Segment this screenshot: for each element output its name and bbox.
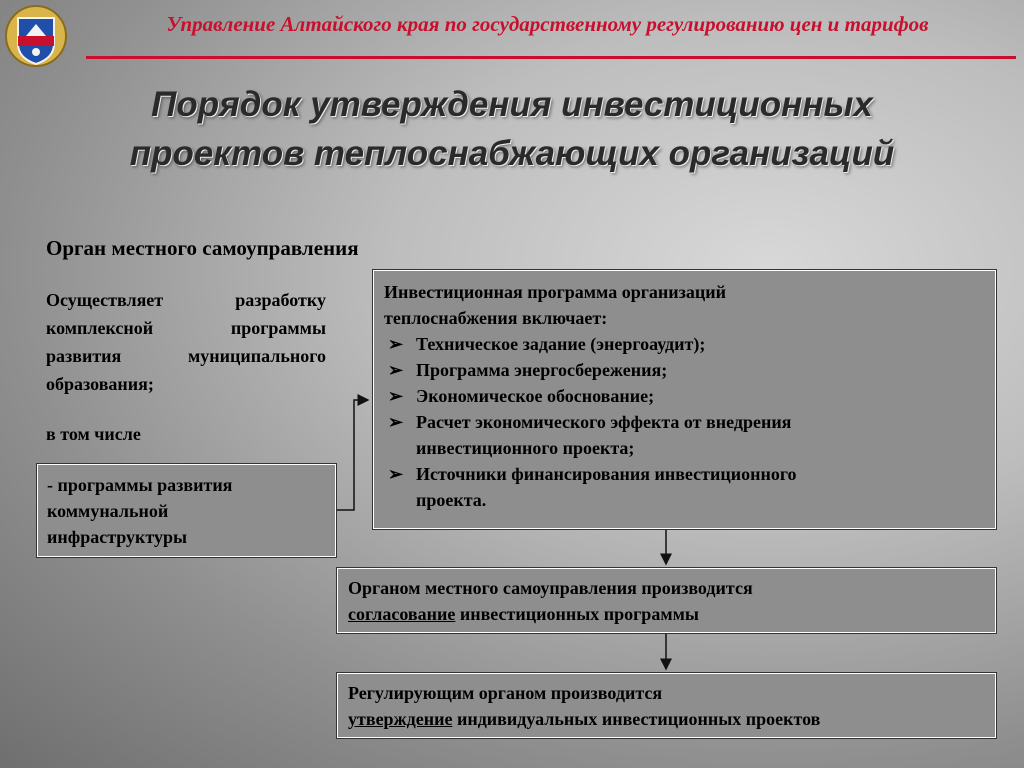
investment-program-box — [373, 270, 996, 529]
final-rest: индивидуальных инвестиционных проектов — [452, 709, 821, 729]
header-divider — [86, 56, 1016, 59]
list-item: ➢ Экономическое обоснование; — [384, 383, 985, 409]
including-label: в том числе — [46, 424, 141, 444]
list-item: ➢ Расчет экономического эффекта от внедрения инвестиционного проекта; — [384, 409, 985, 461]
local-government-description: Осуществляет разработку комплексной программы развития муниципального образования; — [46, 290, 326, 394]
final-keyword: утверждение — [348, 709, 453, 729]
arrow-bullet-icon: ➢ — [388, 412, 404, 432]
approval-rest: инвестиционных программы — [455, 604, 699, 624]
final-line-1: Регулирующим органом производится — [348, 683, 663, 703]
page-title — [40, 80, 984, 178]
list-item: ➢ Техническое задание (энергоаудит); — [384, 331, 985, 357]
arrow-connector-icon — [337, 400, 368, 510]
infrastructure-line-3: инфраструктуры — [47, 527, 188, 547]
title-line-1: Порядок утверждения инвестиционных — [151, 85, 873, 124]
approval-line-2 — [348, 601, 985, 627]
arrow-bullet-icon: ➢ — [388, 464, 404, 484]
arrow-bullet-icon: ➢ — [388, 386, 404, 406]
infrastructure-program-box — [37, 464, 336, 557]
infrastructure-line-2: коммунальной — [47, 501, 169, 521]
program-items-list — [384, 331, 985, 513]
infrastructure-line-1: - программы развития — [47, 475, 233, 495]
approval-line-1: Органом местного самоуправления производится — [348, 578, 753, 598]
altai-coat-of-arms-icon — [4, 2, 68, 70]
final-line-2 — [348, 706, 985, 732]
program-intro-2: теплоснабжения включает: — [384, 308, 608, 328]
local-government-heading: Орган местного самоуправления — [46, 236, 359, 260]
agency-header: Управление Алтайского края по государственному регулированию цен и тарифов — [166, 12, 929, 36]
list-item: ➢ Источники финансирования инвестиционного проекта. — [384, 461, 985, 513]
program-intro-1: Инвестиционная программа организаций — [384, 282, 726, 302]
title-line-2: проектов теплоснабжающих организаций — [129, 134, 895, 173]
list-item: ➢ Программа энергосбережения; — [384, 357, 985, 383]
arrow-bullet-icon: ➢ — [388, 334, 404, 354]
approval-keyword: согласование — [348, 604, 456, 624]
arrow-bullet-icon: ➢ — [388, 360, 404, 380]
final-approval-box — [337, 673, 996, 738]
approval-box — [337, 568, 996, 633]
